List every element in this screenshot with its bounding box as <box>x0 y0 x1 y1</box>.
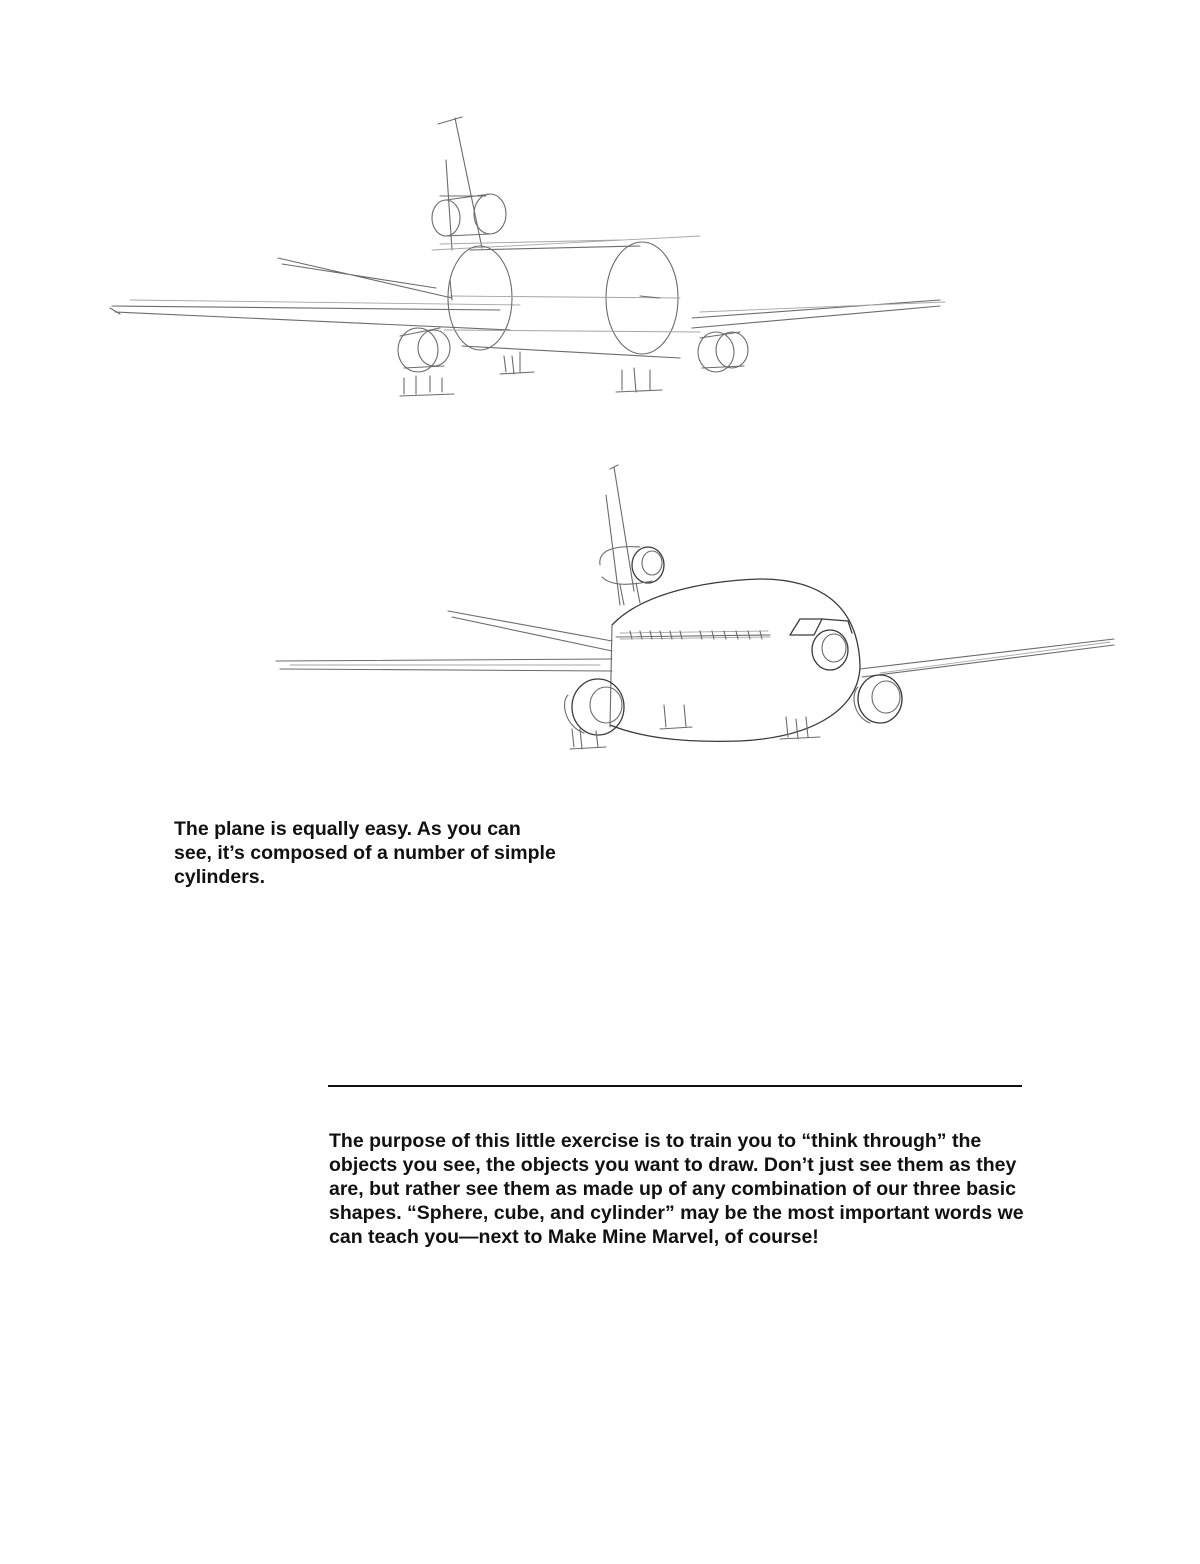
paragraph-line: objects you see, the objects you want to draw. Don’t just see them as they <box>329 1154 1017 1176</box>
section-divider <box>328 1085 1022 1087</box>
caption-line: see, it’s composed of a number of simple <box>174 842 556 864</box>
airplane-finished-drawing <box>0 455 1200 765</box>
paragraph-line: are, but rather see them as made up of any combination of our three basic <box>329 1178 1016 1200</box>
airplane-construction-sketch <box>0 100 1200 410</box>
paragraph-line: shapes. “Sphere, cube, and cylinder” may be the most important words we <box>329 1202 1024 1224</box>
purpose-paragraph <box>329 1129 1029 1249</box>
paragraph-line: can teach you—next to Make Mine Marvel, of course! <box>329 1226 819 1248</box>
airplane-construction-drawing <box>0 100 1200 410</box>
airplane-finished-sketch <box>0 455 1200 765</box>
caption-line: cylinders. <box>174 866 266 888</box>
caption-line: The plane is equally easy. As you can <box>174 818 521 840</box>
plane-caption <box>174 817 574 889</box>
paragraph-line: The purpose of this little exercise is to train you to “think through” the <box>329 1130 982 1152</box>
